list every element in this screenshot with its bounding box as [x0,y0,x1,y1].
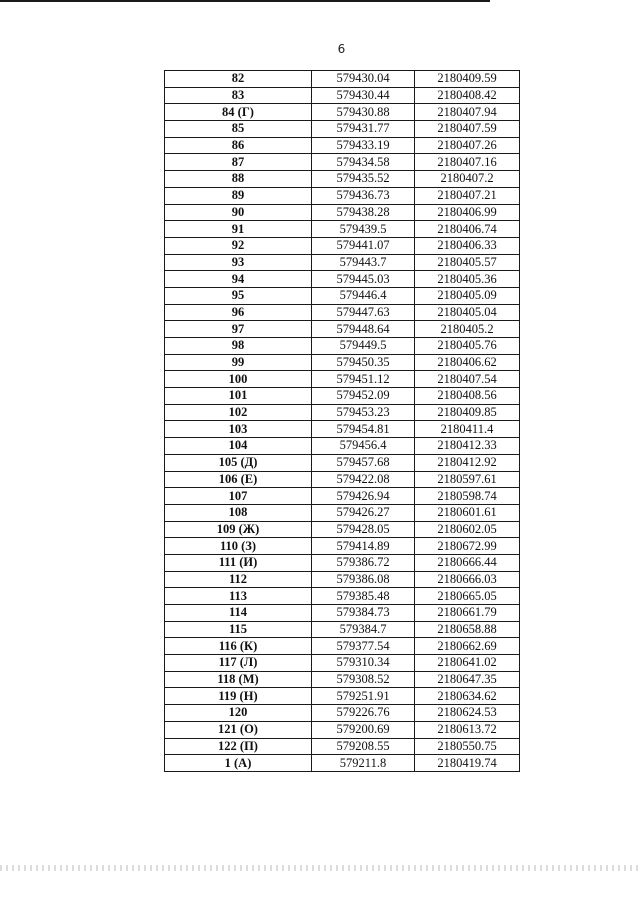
point-number-cell: 115 [165,621,312,638]
table-row [165,154,520,171]
point-number-cell: 118 (М) [165,671,312,688]
point-number-cell: 86 [165,137,312,154]
y-coordinate-cell: 2180647.35 [415,671,520,688]
coordinates-table [164,70,520,772]
point-number-cell: 91 [165,221,312,238]
x-coordinate-cell: 579447.63 [312,304,415,321]
y-coordinate-cell: 2180613.72 [415,721,520,738]
table-row [165,588,520,605]
table-row [165,254,520,271]
top-border-line [0,0,490,2]
point-number-cell: 96 [165,304,312,321]
point-number-cell: 117 (Л) [165,655,312,672]
x-coordinate-cell: 579450.35 [312,354,415,371]
point-number-cell: 119 (Н) [165,688,312,705]
x-coordinate-cell: 579384.73 [312,605,415,622]
y-coordinate-cell: 2180598.74 [415,488,520,505]
y-coordinate-cell: 2180407.16 [415,154,520,171]
table-row [165,137,520,154]
x-coordinate-cell: 579430.44 [312,87,415,104]
point-number-cell: 92 [165,237,312,254]
point-number-cell: 93 [165,254,312,271]
point-number-cell: 106 (Е) [165,471,312,488]
point-number-cell: 111 (И) [165,554,312,571]
table-row [165,237,520,254]
y-coordinate-cell: 2180666.44 [415,554,520,571]
x-coordinate-cell: 579445.03 [312,271,415,288]
x-coordinate-cell: 579452.09 [312,388,415,405]
table-row [165,271,520,288]
table-row [165,538,520,555]
point-number-cell: 103 [165,421,312,438]
table-row [165,655,520,672]
y-coordinate-cell: 2180658.88 [415,621,520,638]
x-coordinate-cell: 579436.73 [312,187,415,204]
x-coordinate-cell: 579211.8 [312,755,415,772]
x-coordinate-cell: 579428.05 [312,521,415,538]
point-number-cell: 90 [165,204,312,221]
x-coordinate-cell: 579430.88 [312,104,415,121]
x-coordinate-cell: 579456.4 [312,438,415,455]
table-row [165,605,520,622]
y-coordinate-cell: 2180405.09 [415,287,520,304]
table-row [165,521,520,538]
point-number-cell: 109 (Ж) [165,521,312,538]
table-row [165,471,520,488]
y-coordinate-cell: 2180634.62 [415,688,520,705]
x-coordinate-cell: 579251.91 [312,688,415,705]
point-number-cell: 105 (Д) [165,454,312,471]
point-number-cell: 87 [165,154,312,171]
table-row [165,554,520,571]
point-number-cell: 101 [165,388,312,405]
x-coordinate-cell: 579434.58 [312,154,415,171]
point-number-cell: 116 (К) [165,638,312,655]
y-coordinate-cell: 2180407.2 [415,171,520,188]
x-coordinate-cell: 579200.69 [312,721,415,738]
point-number-cell: 83 [165,87,312,104]
table-row [165,738,520,755]
table-row [165,705,520,722]
table-row [165,338,520,355]
y-coordinate-cell: 2180405.36 [415,271,520,288]
y-coordinate-cell: 2180665.05 [415,588,520,605]
table-row [165,454,520,471]
point-number-cell: 122 (П) [165,738,312,755]
point-number-cell: 114 [165,605,312,622]
point-number-cell: 97 [165,321,312,338]
y-coordinate-cell: 2180409.85 [415,404,520,421]
scan-artifact-line [0,865,640,871]
page-number: 6 [337,42,346,56]
point-number-cell: 98 [165,338,312,355]
y-coordinate-cell: 2180405.04 [415,304,520,321]
y-coordinate-cell: 2180408.42 [415,87,520,104]
y-coordinate-cell: 2180624.53 [415,705,520,722]
x-coordinate-cell: 579310.34 [312,655,415,672]
x-coordinate-cell: 579441.07 [312,237,415,254]
point-number-cell: 104 [165,438,312,455]
x-coordinate-cell: 579443.7 [312,254,415,271]
table-row [165,321,520,338]
x-coordinate-cell: 579414.89 [312,538,415,555]
y-coordinate-cell: 2180412.92 [415,454,520,471]
x-coordinate-cell: 579426.94 [312,488,415,505]
table-row [165,121,520,138]
point-number-cell: 107 [165,488,312,505]
x-coordinate-cell: 579377.54 [312,638,415,655]
x-coordinate-cell: 579308.52 [312,671,415,688]
point-number-cell: 1 (А) [165,755,312,772]
table-row [165,571,520,588]
y-coordinate-cell: 2180408.56 [415,388,520,405]
point-number-cell: 94 [165,271,312,288]
x-coordinate-cell: 579453.23 [312,404,415,421]
x-coordinate-cell: 579438.28 [312,204,415,221]
x-coordinate-cell: 579446.4 [312,287,415,304]
y-coordinate-cell: 2180405.2 [415,321,520,338]
y-coordinate-cell: 2180412.33 [415,438,520,455]
point-number-cell: 110 (З) [165,538,312,555]
y-coordinate-cell: 2180662.69 [415,638,520,655]
point-number-cell: 99 [165,354,312,371]
x-coordinate-cell: 579433.19 [312,137,415,154]
table-row [165,71,520,88]
point-number-cell: 120 [165,705,312,722]
point-number-cell: 85 [165,121,312,138]
y-coordinate-cell: 2180597.61 [415,471,520,488]
x-coordinate-cell: 579386.08 [312,571,415,588]
x-coordinate-cell: 579451.12 [312,371,415,388]
y-coordinate-cell: 2180601.61 [415,504,520,521]
table-row [165,421,520,438]
x-coordinate-cell: 579454.81 [312,421,415,438]
point-number-cell: 88 [165,171,312,188]
y-coordinate-cell: 2180661.79 [415,605,520,622]
point-number-cell: 82 [165,71,312,88]
x-coordinate-cell: 579430.04 [312,71,415,88]
x-coordinate-cell: 579439.5 [312,221,415,238]
x-coordinate-cell: 579385.48 [312,588,415,605]
table-row [165,87,520,104]
table-row [165,671,520,688]
table-row [165,371,520,388]
table-row [165,187,520,204]
point-number-cell: 108 [165,504,312,521]
table-row [165,304,520,321]
table-row [165,221,520,238]
table-row [165,287,520,304]
x-coordinate-cell: 579422.08 [312,471,415,488]
x-coordinate-cell: 579226.76 [312,705,415,722]
point-number-cell: 121 (О) [165,721,312,738]
y-coordinate-cell: 2180419.74 [415,755,520,772]
x-coordinate-cell: 579426.27 [312,504,415,521]
point-number-cell: 84 (Г) [165,104,312,121]
table-row [165,488,520,505]
x-coordinate-cell: 579448.64 [312,321,415,338]
table-row [165,721,520,738]
y-coordinate-cell: 2180407.94 [415,104,520,121]
x-coordinate-cell: 579449.5 [312,338,415,355]
y-coordinate-cell: 2180641.02 [415,655,520,672]
x-coordinate-cell: 579208.55 [312,738,415,755]
point-number-cell: 95 [165,287,312,304]
y-coordinate-cell: 2180407.21 [415,187,520,204]
table-row [165,388,520,405]
y-coordinate-cell: 2180407.54 [415,371,520,388]
point-number-cell: 100 [165,371,312,388]
y-coordinate-cell: 2180672.99 [415,538,520,555]
point-number-cell: 112 [165,571,312,588]
table-row [165,438,520,455]
y-coordinate-cell: 2180602.05 [415,521,520,538]
table-row [165,171,520,188]
table-row [165,688,520,705]
y-coordinate-cell: 2180407.59 [415,121,520,138]
table-row [165,755,520,772]
table-row [165,621,520,638]
table-row [165,104,520,121]
y-coordinate-cell: 2180666.03 [415,571,520,588]
table-row [165,638,520,655]
y-coordinate-cell: 2180406.74 [415,221,520,238]
x-coordinate-cell: 579457.68 [312,454,415,471]
point-number-cell: 89 [165,187,312,204]
x-coordinate-cell: 579435.52 [312,171,415,188]
y-coordinate-cell: 2180550.75 [415,738,520,755]
y-coordinate-cell: 2180411.4 [415,421,520,438]
x-coordinate-cell: 579384.7 [312,621,415,638]
point-number-cell: 113 [165,588,312,605]
table-row [165,504,520,521]
x-coordinate-cell: 579386.72 [312,554,415,571]
y-coordinate-cell: 2180405.76 [415,338,520,355]
y-coordinate-cell: 2180405.57 [415,254,520,271]
y-coordinate-cell: 2180409.59 [415,71,520,88]
y-coordinate-cell: 2180406.33 [415,237,520,254]
coordinates-table-body [165,71,520,772]
x-coordinate-cell: 579431.77 [312,121,415,138]
table-row [165,204,520,221]
table-row [165,354,520,371]
table-row [165,404,520,421]
y-coordinate-cell: 2180407.26 [415,137,520,154]
point-number-cell: 102 [165,404,312,421]
y-coordinate-cell: 2180406.62 [415,354,520,371]
y-coordinate-cell: 2180406.99 [415,204,520,221]
